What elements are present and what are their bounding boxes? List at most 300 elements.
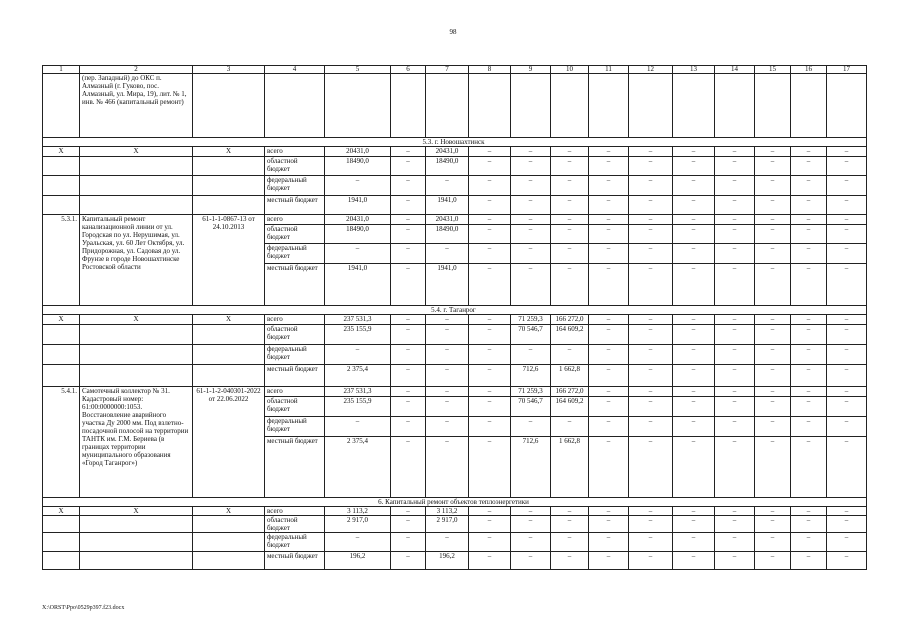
- table-cell-col-11: –: [589, 533, 629, 552]
- table-row: [43, 387, 867, 397]
- table-cell-col-4: всего: [265, 315, 325, 325]
- table-cell-col-12: [629, 74, 673, 138]
- table-cell-col-3: [193, 345, 265, 365]
- column-number-row: [43, 66, 867, 74]
- table-cell-col-4: всего: [265, 147, 325, 157]
- table-cell-col-17: –: [827, 417, 867, 437]
- table-cell-col-9: 70 546,7: [511, 397, 551, 417]
- table-cell-col-17: –: [827, 516, 867, 533]
- table-cell-col-12: –: [629, 437, 673, 498]
- table-cell-col-13: –: [673, 244, 715, 264]
- table-cell-col-15: –: [755, 157, 791, 176]
- table-cell-col-1: [43, 552, 80, 570]
- table-cell-col-7: –: [426, 533, 469, 552]
- table-cell-col-2: Х: [80, 315, 193, 325]
- section-heading-row: [43, 306, 867, 315]
- table-cell-col-13: –: [673, 176, 715, 196]
- table-cell-col-5: 237 531,3: [325, 387, 391, 397]
- table-cell-col-8: –: [469, 437, 511, 498]
- table-cell-col-6: –: [391, 516, 426, 533]
- table-cell-col-9: –: [511, 176, 551, 196]
- table-cell-col-2: [80, 176, 193, 196]
- table-cell-col-17: –: [827, 215, 867, 225]
- table-cell-col-14: –: [715, 147, 755, 157]
- table-cell-col-16: –: [791, 397, 827, 417]
- table-cell-col-11: –: [589, 345, 629, 365]
- table-cell-col-8: –: [469, 157, 511, 176]
- table-cell-col-10: –: [551, 552, 589, 570]
- table-cell-col-3: [193, 157, 265, 176]
- table-cell-col-4: местный бюджет: [265, 437, 325, 498]
- table-cell-col-12: –: [629, 516, 673, 533]
- table-cell-col-1: 5.3.1.: [43, 215, 80, 306]
- table-cell-col-16: –: [791, 387, 827, 397]
- table-cell-col-2: [80, 157, 193, 176]
- table-cell-col-9: –: [511, 244, 551, 264]
- table-cell-col-5: 1941,0: [325, 196, 391, 215]
- column-number: 3: [193, 66, 265, 74]
- table-cell-col-13: –: [673, 437, 715, 498]
- table-cell-col-3: [193, 196, 265, 215]
- table-cell-col-17: –: [827, 196, 867, 215]
- table-cell-col-6: –: [391, 157, 426, 176]
- table-cell-col-9: –: [511, 215, 551, 225]
- table-cell-col-12: –: [629, 225, 673, 244]
- table-cell-col-10: –: [551, 244, 589, 264]
- table-cell-col-14: –: [715, 437, 755, 498]
- column-number: 4: [265, 66, 325, 74]
- table-cell-col-16: –: [791, 533, 827, 552]
- table-cell-col-11: –: [589, 264, 629, 306]
- table-cell-col-9: 712,6: [511, 437, 551, 498]
- table-cell-col-2: Х: [80, 147, 193, 157]
- table-cell-col-14: –: [715, 365, 755, 387]
- table-row: [43, 196, 867, 215]
- table-cell-col-8: –: [469, 345, 511, 365]
- table-cell-col-9: –: [511, 552, 551, 570]
- file-path-footer: X:\ORST\Ppo\0529p397.f23.docx: [42, 605, 125, 611]
- table-cell-col-6: –: [391, 196, 426, 215]
- column-number: 5: [325, 66, 391, 74]
- table-cell-col-8: –: [469, 387, 511, 397]
- table-cell-col-7: 1941,0: [426, 196, 469, 215]
- table-cell-col-14: –: [715, 507, 755, 516]
- table-cell-col-16: –: [791, 176, 827, 196]
- table-cell-col-6: [391, 74, 426, 138]
- table-cell-col-13: –: [673, 345, 715, 365]
- table-cell-col-7: 20431,0: [426, 215, 469, 225]
- table-cell-col-16: –: [791, 225, 827, 244]
- table-cell-col-5: 2 375,4: [325, 437, 391, 498]
- table-cell-col-2: Самотечный коллектор № 31. Кадастровый номер: 61:00:0000000:1053. Восстановление аварийного участка Ду 2000 мм. Под взлетно-посадочной полосой на территории ТАНТК им. Г.М. Бериева (в границах территории муниципального образования «Город Таганрог»): [80, 387, 193, 498]
- table-cell-col-9: 712,6: [511, 365, 551, 387]
- table-cell-col-13: –: [673, 516, 715, 533]
- table-cell-col-6: –: [391, 417, 426, 437]
- table-cell-col-11: –: [589, 196, 629, 215]
- table-cell-col-15: –: [755, 147, 791, 157]
- table-cell-col-16: –: [791, 196, 827, 215]
- table-cell-col-11: –: [589, 244, 629, 264]
- table-cell-col-13: –: [673, 225, 715, 244]
- table-cell-col-6: –: [391, 315, 426, 325]
- table-cell-col-12: –: [629, 365, 673, 387]
- table-cell-col-11: [589, 74, 629, 138]
- table-row: [43, 74, 867, 138]
- table-cell-col-4: федеральный бюджет: [265, 244, 325, 264]
- table-cell-col-2: [80, 325, 193, 345]
- table-cell-col-8: –: [469, 417, 511, 437]
- table-cell-col-6: –: [391, 147, 426, 157]
- table-cell-col-12: –: [629, 417, 673, 437]
- table-cell-col-11: –: [589, 176, 629, 196]
- table-row: [43, 315, 867, 325]
- table-cell-col-14: –: [715, 387, 755, 397]
- table-cell-col-16: –: [791, 437, 827, 498]
- table-cell-col-10: –: [551, 533, 589, 552]
- table-cell-col-7: 20431,0: [426, 147, 469, 157]
- table-cell-col-1: [43, 157, 80, 176]
- table-cell-col-7: 1941,0: [426, 264, 469, 306]
- table-cell-col-8: –: [469, 264, 511, 306]
- table-cell-col-17: –: [827, 315, 867, 325]
- table-cell-col-9: –: [511, 533, 551, 552]
- column-number: 1: [43, 66, 80, 74]
- table-cell-col-17: –: [827, 325, 867, 345]
- table-cell-col-6: –: [391, 387, 426, 397]
- table-cell-col-11: –: [589, 365, 629, 387]
- column-number: 17: [827, 66, 867, 74]
- table-cell-col-1: [43, 516, 80, 533]
- table-cell-col-9: –: [511, 516, 551, 533]
- table-cell-col-17: –: [827, 533, 867, 552]
- table-cell-col-7: –: [426, 417, 469, 437]
- table-cell-col-1: 5.4.1.: [43, 387, 80, 498]
- table-cell-col-17: –: [827, 345, 867, 365]
- table-cell-col-7: –: [426, 244, 469, 264]
- table-cell-col-14: [715, 74, 755, 138]
- table-cell-col-4: местный бюджет: [265, 264, 325, 306]
- table-cell-col-14: –: [715, 264, 755, 306]
- table-cell-col-11: –: [589, 157, 629, 176]
- table-cell-col-5: 237 531,3: [325, 315, 391, 325]
- table-cell-col-15: –: [755, 225, 791, 244]
- table-cell-col-4: всего: [265, 387, 325, 397]
- table-cell-col-13: –: [673, 507, 715, 516]
- table-cell-col-16: –: [791, 325, 827, 345]
- table-cell-col-13: –: [673, 264, 715, 306]
- table-cell-col-12: –: [629, 196, 673, 215]
- table-cell-col-15: –: [755, 176, 791, 196]
- table-cell-col-8: –: [469, 225, 511, 244]
- table-cell-col-5: 18490,0: [325, 157, 391, 176]
- table-cell-col-9: [511, 74, 551, 138]
- table-cell-col-16: –: [791, 215, 827, 225]
- column-number: 9: [511, 66, 551, 74]
- table-cell-col-6: –: [391, 552, 426, 570]
- table-cell-col-8: –: [469, 533, 511, 552]
- table-cell-col-7: –: [426, 365, 469, 387]
- table-cell-col-5: 2 917,0: [325, 516, 391, 533]
- table-cell-col-7: –: [426, 315, 469, 325]
- table-cell-col-2: Х: [80, 507, 193, 516]
- table-cell-col-6: –: [391, 533, 426, 552]
- table-cell-col-10: 1 662,8: [551, 437, 589, 498]
- table-cell-col-17: –: [827, 365, 867, 387]
- table-cell-col-13: –: [673, 552, 715, 570]
- table-cell-col-1: [43, 176, 80, 196]
- section-heading-row: [43, 498, 867, 507]
- table-cell-col-9: 70 546,7: [511, 325, 551, 345]
- table-cell-col-10: 166 272,0: [551, 387, 589, 397]
- table-cell-col-14: –: [715, 533, 755, 552]
- table-row: [43, 345, 867, 365]
- table-cell-col-8: –: [469, 215, 511, 225]
- table-cell-col-6: –: [391, 215, 426, 225]
- table-cell-col-4: федеральный бюджет: [265, 417, 325, 437]
- table-cell-col-17: –: [827, 157, 867, 176]
- table-cell-col-16: –: [791, 157, 827, 176]
- table-cell-col-15: –: [755, 552, 791, 570]
- table-cell-col-13: –: [673, 215, 715, 225]
- table-cell-col-11: –: [589, 315, 629, 325]
- table-cell-col-13: –: [673, 196, 715, 215]
- table-cell-col-16: –: [791, 147, 827, 157]
- table-cell-col-1: Х: [43, 507, 80, 516]
- table-cell-col-15: –: [755, 264, 791, 306]
- table-cell-col-4: областной бюджет: [265, 225, 325, 244]
- table-cell-col-8: [469, 74, 511, 138]
- table-cell-col-12: –: [629, 157, 673, 176]
- table-cell-col-15: –: [755, 215, 791, 225]
- column-number: 7: [426, 66, 469, 74]
- column-number: 2: [80, 66, 193, 74]
- table-cell-col-5: 235 155,9: [325, 325, 391, 345]
- table-cell-col-6: –: [391, 437, 426, 498]
- table-cell-col-11: –: [589, 397, 629, 417]
- table-cell-col-6: –: [391, 325, 426, 345]
- table-cell-col-3: [193, 552, 265, 570]
- table-cell-col-8: –: [469, 315, 511, 325]
- table-cell-col-8: –: [469, 176, 511, 196]
- table-cell-col-3: [193, 74, 265, 138]
- table-cell-col-7: –: [426, 387, 469, 397]
- table-cell-col-7: 2 917,0: [426, 516, 469, 533]
- table-cell-col-4: всего: [265, 507, 325, 516]
- table-cell-col-15: –: [755, 315, 791, 325]
- table-cell-col-4: областной бюджет: [265, 325, 325, 345]
- table-cell-col-16: –: [791, 264, 827, 306]
- table-cell-col-8: –: [469, 325, 511, 345]
- table-cell-col-5: 1941,0: [325, 264, 391, 306]
- column-number: 6: [391, 66, 426, 74]
- table-cell-col-14: –: [715, 176, 755, 196]
- table-cell-col-9: 71 259,3: [511, 315, 551, 325]
- table-cell-col-3: [193, 365, 265, 387]
- table-cell-col-1: [43, 533, 80, 552]
- table-cell-col-5: 18490,0: [325, 225, 391, 244]
- table-cell-col-10: 164 609,2: [551, 325, 589, 345]
- table-cell-col-5: 20431,0: [325, 147, 391, 157]
- table-cell-col-8: –: [469, 365, 511, 387]
- table-cell-col-13: –: [673, 365, 715, 387]
- table-cell-col-7: –: [426, 325, 469, 345]
- table-cell-col-14: –: [715, 345, 755, 365]
- table-cell-col-4: областной бюджет: [265, 397, 325, 417]
- table-cell-col-14: –: [715, 244, 755, 264]
- table-cell-col-2: [80, 516, 193, 533]
- table-cell-col-3: [193, 533, 265, 552]
- table-row: [43, 507, 867, 516]
- table-cell-col-16: –: [791, 516, 827, 533]
- table-cell-col-5: 20431,0: [325, 215, 391, 225]
- table-cell-col-12: –: [629, 147, 673, 157]
- table-cell-col-3: [193, 516, 265, 533]
- table-cell-col-12: –: [629, 345, 673, 365]
- table-cell-col-3: [193, 176, 265, 196]
- table-cell-col-4: областной бюджет: [265, 157, 325, 176]
- table-cell-col-11: –: [589, 507, 629, 516]
- column-number: 10: [551, 66, 589, 74]
- table-cell-col-16: –: [791, 417, 827, 437]
- table-cell-col-2: (пер. Западный) до ОКС п. Алмазный (г. Гуково, пос. Алмазный, ул. Мира, 19), лит. № 1, инв. № 466 (капитальный ремонт): [80, 74, 193, 138]
- table-cell-col-12: –: [629, 552, 673, 570]
- table-cell-col-10: –: [551, 147, 589, 157]
- table-cell-col-16: –: [791, 507, 827, 516]
- table-cell-col-4: всего: [265, 215, 325, 225]
- table-cell-col-14: –: [715, 225, 755, 244]
- table-cell-col-13: –: [673, 325, 715, 345]
- table-cell-col-11: –: [589, 225, 629, 244]
- table-cell-col-8: –: [469, 147, 511, 157]
- table-cell-col-7: [426, 74, 469, 138]
- table-cell-col-3: Х: [193, 147, 265, 157]
- table-cell-col-10: –: [551, 516, 589, 533]
- table-row: [43, 325, 867, 345]
- table-cell-col-10: 166 272,0: [551, 315, 589, 325]
- table-cell-col-6: –: [391, 244, 426, 264]
- table-cell-col-10: 164 609,2: [551, 397, 589, 417]
- table-cell-col-7: –: [426, 176, 469, 196]
- table-cell-col-10: –: [551, 157, 589, 176]
- table-cell-col-11: –: [589, 147, 629, 157]
- table-cell-col-9: –: [511, 264, 551, 306]
- table-cell-col-15: –: [755, 325, 791, 345]
- table-cell-col-6: –: [391, 176, 426, 196]
- table-body: [43, 74, 867, 570]
- table-cell-col-7: –: [426, 437, 469, 498]
- table-cell-col-6: –: [391, 507, 426, 516]
- table-cell-col-14: –: [715, 516, 755, 533]
- table-cell-col-10: –: [551, 264, 589, 306]
- table-cell-col-2: [80, 345, 193, 365]
- table-cell-col-1: [43, 365, 80, 387]
- table-cell-col-15: –: [755, 516, 791, 533]
- table-cell-col-1: [43, 325, 80, 345]
- table-cell-col-6: –: [391, 397, 426, 417]
- table-cell-col-1: [43, 74, 80, 138]
- table-cell-col-11: –: [589, 215, 629, 225]
- table-cell-col-16: –: [791, 365, 827, 387]
- column-number: 13: [673, 66, 715, 74]
- table-cell-col-4: федеральный бюджет: [265, 345, 325, 365]
- table-cell-col-9: –: [511, 417, 551, 437]
- table-cell-col-6: –: [391, 345, 426, 365]
- table-cell-col-2: [80, 196, 193, 215]
- table-cell-col-5: 2 375,4: [325, 365, 391, 387]
- table-cell-col-17: –: [827, 397, 867, 417]
- table-cell-col-1: [43, 196, 80, 215]
- table-cell-col-2: Капитальный ремонт канализационной линии от ул. Городская по ул. Нерушимая, ул. Уральская, ул. 60 Лет Октября, ул. Придорожная, ул. Садовая до ул. Фрунзе в городе Новошахтинске Ростовской области: [80, 215, 193, 306]
- table-cell-col-17: –: [827, 264, 867, 306]
- table-cell-col-10: [551, 74, 589, 138]
- table-cell-col-14: –: [715, 417, 755, 437]
- table-cell-col-11: –: [589, 417, 629, 437]
- table-cell-col-16: –: [791, 345, 827, 365]
- table-cell-col-14: –: [715, 315, 755, 325]
- section-heading-row: [43, 138, 867, 147]
- table-cell-col-10: –: [551, 225, 589, 244]
- table-cell-col-13: –: [673, 397, 715, 417]
- section-heading: 5.4. г. Таганрог: [43, 306, 867, 315]
- table-cell-col-12: –: [629, 325, 673, 345]
- table-cell-col-15: –: [755, 417, 791, 437]
- table-cell-col-12: –: [629, 264, 673, 306]
- table-cell-col-17: [827, 74, 867, 138]
- table-cell-col-4: [265, 74, 325, 138]
- table-cell-col-15: –: [755, 196, 791, 215]
- table-cell-col-6: –: [391, 225, 426, 244]
- table-row: [43, 176, 867, 196]
- table-cell-col-8: –: [469, 196, 511, 215]
- table-row: [43, 147, 867, 157]
- table-cell-col-2: [80, 365, 193, 387]
- table-cell-col-7: 196,2: [426, 552, 469, 570]
- table-cell-col-15: –: [755, 397, 791, 417]
- table-cell-col-1: Х: [43, 315, 80, 325]
- table-cell-col-1: Х: [43, 147, 80, 157]
- table-cell-col-15: –: [755, 244, 791, 264]
- table-cell-col-9: 71 259,3: [511, 387, 551, 397]
- table-row: [43, 157, 867, 176]
- column-number: 12: [629, 66, 673, 74]
- table-cell-col-15: –: [755, 345, 791, 365]
- table-cell-col-4: федеральный бюджет: [265, 176, 325, 196]
- table-cell-col-8: –: [469, 507, 511, 516]
- table-cell-col-16: –: [791, 315, 827, 325]
- table-cell-col-14: –: [715, 157, 755, 176]
- table-cell-col-9: –: [511, 345, 551, 365]
- table-cell-col-10: –: [551, 507, 589, 516]
- table-cell-col-17: –: [827, 437, 867, 498]
- table-cell-col-17: –: [827, 552, 867, 570]
- table-cell-col-5: –: [325, 244, 391, 264]
- table-cell-col-12: –: [629, 397, 673, 417]
- table-cell-col-13: [673, 74, 715, 138]
- table-cell-col-6: –: [391, 365, 426, 387]
- table-cell-col-5: –: [325, 176, 391, 196]
- table-cell-col-3: [193, 325, 265, 345]
- table-cell-col-16: –: [791, 244, 827, 264]
- table-cell-col-8: –: [469, 244, 511, 264]
- table-cell-col-4: местный бюджет: [265, 365, 325, 387]
- table-cell-col-14: –: [715, 196, 755, 215]
- table-cell-col-12: –: [629, 244, 673, 264]
- table-cell-col-10: –: [551, 417, 589, 437]
- table-cell-col-12: –: [629, 387, 673, 397]
- column-number: 14: [715, 66, 755, 74]
- table-cell-col-17: –: [827, 225, 867, 244]
- table-cell-col-8: –: [469, 516, 511, 533]
